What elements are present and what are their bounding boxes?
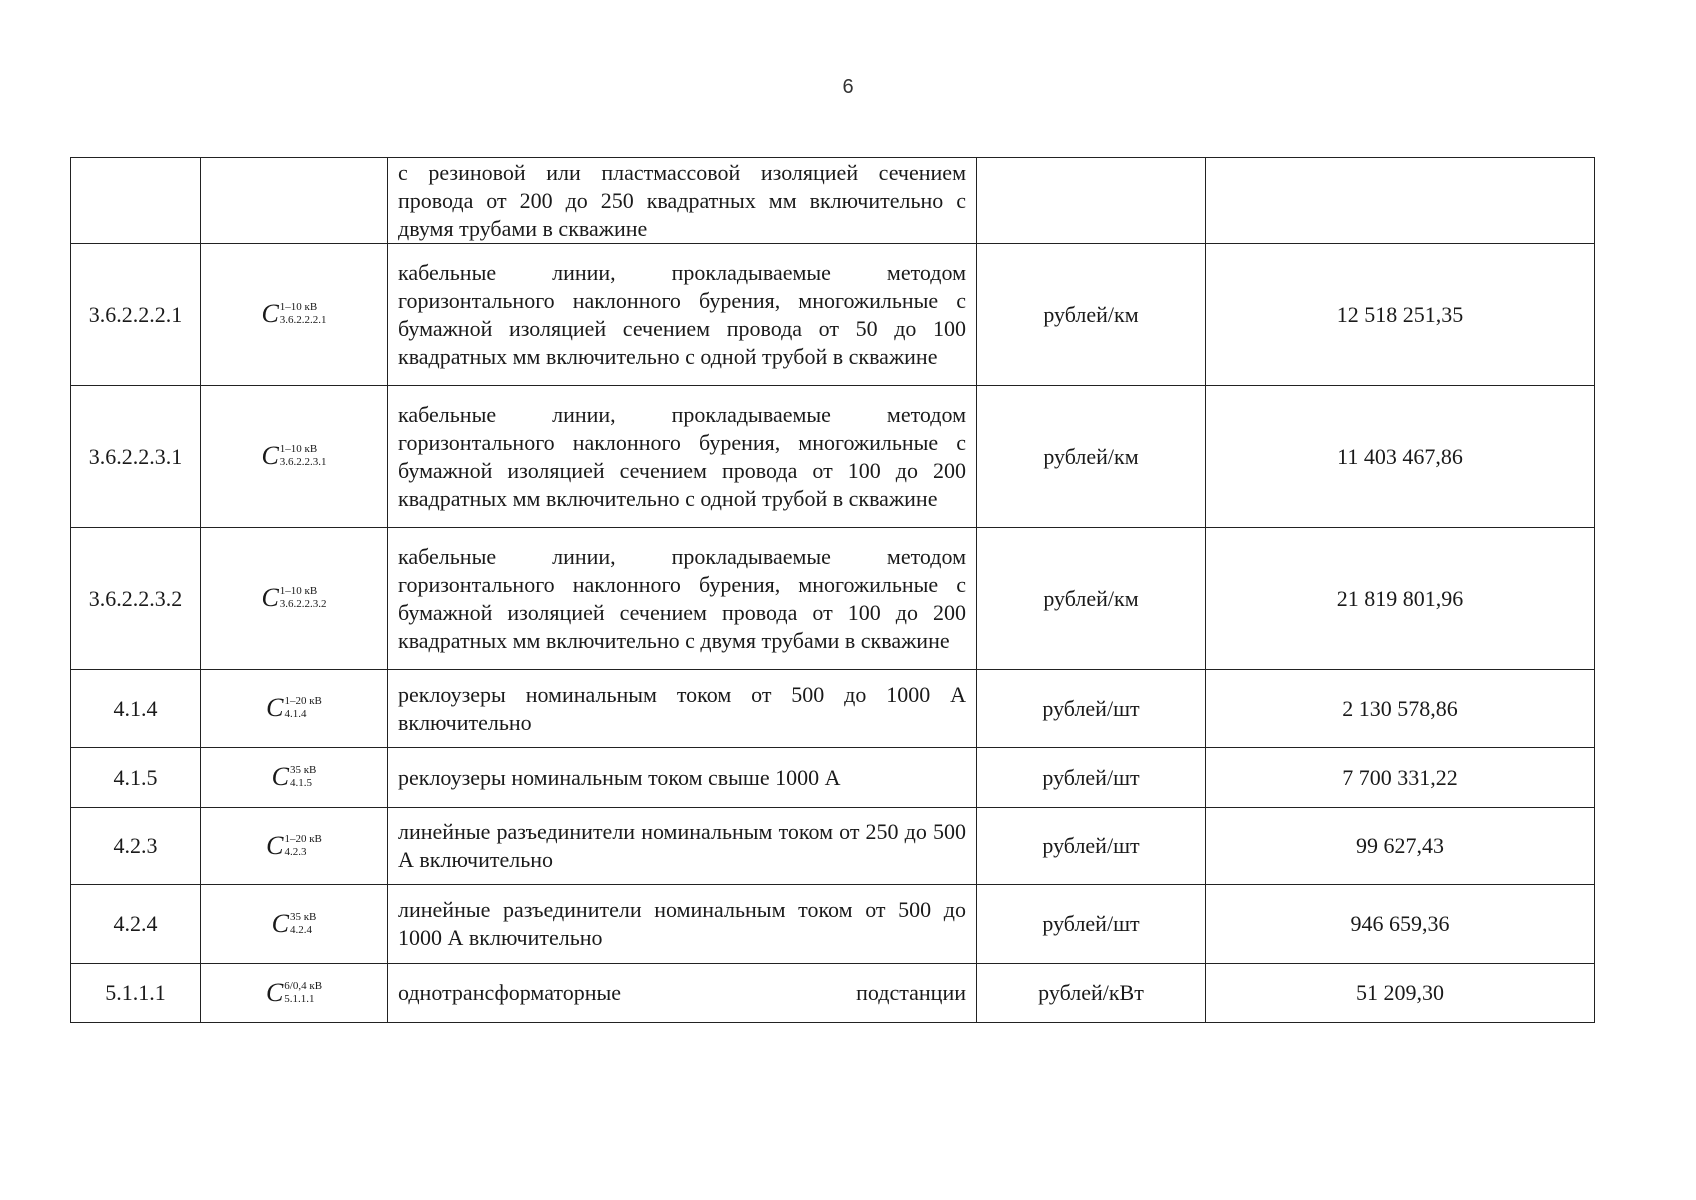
row-code — [201, 528, 388, 670]
table-row — [71, 808, 1595, 885]
row-number: 3.6.2.2.2.1 — [71, 244, 201, 386]
row-unit: рублей/км — [977, 244, 1206, 386]
row-code — [201, 964, 388, 1023]
row-value: 12 518 251,35 — [1206, 244, 1595, 386]
row-description: кабельные линии, прокладываемые методом горизонтального наклонного бурения, многожильные с бумажной изоляцией сечением провода от 50 до 100 квадратных мм включительно с одной трубой в скважине — [388, 244, 977, 386]
row-number: 3.6.2.2.3.1 — [71, 386, 201, 528]
row-description: однотрансформаторные подстанции — [388, 964, 977, 1023]
table-row — [71, 386, 1595, 528]
row-value: 51 209,30 — [1206, 964, 1595, 1023]
row-description: линейные разъединители номинальным током от 250 до 500 А включительно — [388, 808, 977, 885]
row-number: 4.1.4 — [71, 670, 201, 748]
row-value: 946 659,36 — [1206, 885, 1595, 964]
row-value — [1206, 158, 1595, 244]
row-number: 3.6.2.2.3.2 — [71, 528, 201, 670]
table-row — [71, 964, 1595, 1023]
table-row — [71, 885, 1595, 964]
row-description: кабельные линии, прокладываемые методом горизонтального наклонного бурения, многожильные с бумажной изоляцией сечением провода от 100 до 200 квадратных мм включительно с одной трубой в скважине — [388, 386, 977, 528]
row-value: 21 819 801,96 — [1206, 528, 1595, 670]
table-row — [71, 748, 1595, 808]
table-row — [71, 244, 1595, 386]
row-code — [201, 748, 388, 808]
row-unit: рублей/шт — [977, 670, 1206, 748]
page-number: 6 — [842, 76, 854, 98]
row-number — [71, 158, 201, 244]
row-code — [201, 244, 388, 386]
row-value: 7 700 331,22 — [1206, 748, 1595, 808]
tariff-table — [70, 157, 1595, 1023]
tariff-code-formula: C 1–10 кВ 3.6.2.2.3.2 — [261, 583, 327, 612]
table-row — [71, 528, 1595, 670]
row-number: 4.2.3 — [71, 808, 201, 885]
row-number: 4.1.5 — [71, 748, 201, 808]
tariff-code-formula: C 1–10 кВ 3.6.2.2.3.1 — [261, 441, 327, 470]
row-number: 4.2.4 — [71, 885, 201, 964]
row-code — [201, 158, 388, 244]
row-unit: рублей/км — [977, 386, 1206, 528]
row-unit: рублей/шт — [977, 808, 1206, 885]
row-number: 5.1.1.1 — [71, 964, 201, 1023]
tariff-code-formula: C 35 кВ 4.2.4 — [271, 908, 317, 938]
row-value: 99 627,43 — [1206, 808, 1595, 885]
row-code — [201, 386, 388, 528]
row-description: кабельные линии, прокладываемые методом горизонтального наклонного бурения, многожильные с бумажной изоляцией сечением провода от 100 до 200 квадратных мм включительно с двумя трубами в скважине — [388, 528, 977, 670]
row-code — [201, 808, 388, 885]
row-description: реклоузеры номинальным током свыше 1000 А — [388, 748, 977, 808]
table-row — [71, 158, 1595, 244]
table-row — [71, 670, 1595, 748]
tariff-code-formula: C 1–20 кВ 4.1.4 — [266, 693, 322, 722]
tariff-code-formula: C 35 кВ 4.1.5 — [271, 762, 317, 791]
row-unit: рублей/шт — [977, 748, 1206, 808]
row-description: реклоузеры номинальным током от 500 до 1000 А включительно — [388, 670, 977, 748]
row-value: 11 403 467,86 — [1206, 386, 1595, 528]
row-unit: рублей/кВт — [977, 964, 1206, 1023]
row-code — [201, 670, 388, 748]
row-description: с резиновой или пластмассовой изоляцией сечением провода от 200 до 250 квадратных мм включительно с двумя трубами в скважине — [388, 158, 977, 244]
tariff-code-formula: C 1–10 кВ 3.6.2.2.2.1 — [261, 299, 327, 328]
tariff-code-formula: C 6/0,4 кВ 5.1.1.1 — [265, 977, 323, 1007]
row-value: 2 130 578,86 — [1206, 670, 1595, 748]
row-description: линейные разъединители номинальным током от 500 до 1000 А включительно — [388, 885, 977, 964]
tariff-code-formula: C 1–20 кВ 4.2.3 — [266, 830, 322, 860]
row-unit — [977, 158, 1206, 244]
row-unit: рублей/км — [977, 528, 1206, 670]
row-unit: рублей/шт — [977, 885, 1206, 964]
row-code — [201, 885, 388, 964]
